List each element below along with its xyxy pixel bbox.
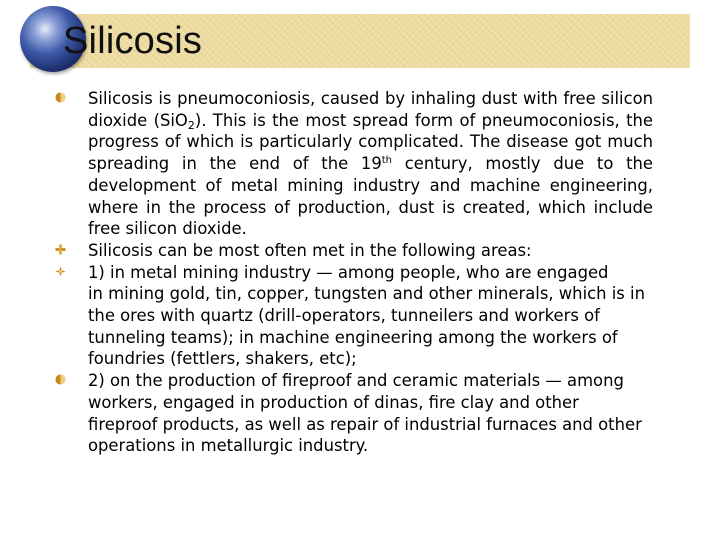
paragraph-mining-line2: in mining gold, tin, copper, tungsten and other minerals, which is in the ores with quartz (drill-operators, tunneilers and workers of tunneling teams); in machine engineering among the workers of foundries (fettlers, shakers, etc);	[88, 284, 645, 369]
definition-text-start: Silicosis is pneumoconiosis, caused by inhaling dust with free silicon dioxide (SiO	[88, 89, 653, 130]
paragraph-mining-line1: 1) in metal mining industry — among people, who are engaged	[88, 262, 609, 282]
paragraph-definition	[88, 88, 653, 240]
half-circle-bullet-icon	[55, 374, 66, 385]
superscript-th: th	[381, 155, 393, 167]
list-item	[88, 240, 653, 262]
cross-bullet-icon	[55, 244, 66, 255]
paragraph-areas-intro: Silicosis can be most often met in the following areas:	[88, 240, 532, 260]
list-item	[88, 88, 653, 240]
star-bullet-icon	[55, 266, 66, 277]
slide-title: Silicosis	[63, 20, 203, 62]
subscript-2: 2	[187, 118, 195, 132]
half-circle-bullet-icon	[55, 92, 66, 103]
list-item	[88, 370, 653, 457]
slide-body	[88, 88, 653, 457]
definition-text-end: century, mostly due to the development of metal mining industry and machine engineering, where in the process of production, dust is created, which include free silicon dioxide.	[88, 154, 653, 239]
list-item	[88, 262, 653, 371]
paragraph-fireproof-line1: 2) on the production of fireproof and ceramic materials — among	[88, 371, 624, 391]
paragraph-fireproof-line2: workers, engaged in production of dinas, fire clay and other fireproof products, as well as repair of industrial furnaces and other operations in metallurgic industry.	[88, 392, 642, 456]
definition-text-middle: ). This is the most spread form of pneumoconiosis, the progress of which is particularly complicated. The disease got much spreading in the end of the 19	[88, 110, 653, 174]
